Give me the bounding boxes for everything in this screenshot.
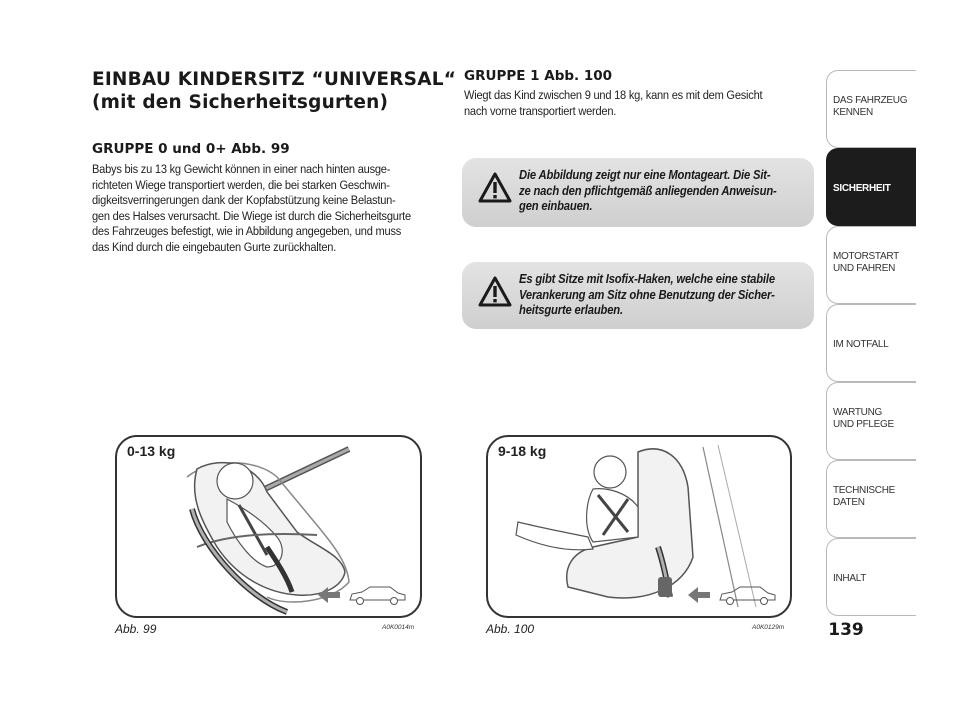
figure-code: A0K0014m [382,624,415,631]
warning-line: Die Abbildung zeigt nur eine Montageart. Die Sit- [519,168,771,182]
tab-technische-daten[interactable] [826,460,916,538]
tab-motorstart-und-fahren[interactable] [826,226,916,304]
warning-line: heitsgurte erlauben. [519,303,623,317]
figure-code: A0K0129m [752,624,785,631]
figure-caption: Abb. 100 [486,622,535,636]
car-forward-arrow-icon [316,582,408,608]
tab-sicherheit[interactable] [826,148,916,226]
warning-text [519,168,807,215]
figure-caption: Abb. 99 [115,622,157,636]
body-line: gen des Halses verursacht. Die Wiege ist durch die Sicherheitsgurte [92,208,411,223]
body-line: Wiegt das Kind zwischen 9 und 18 kg, kann es mit dem Gesicht [464,88,763,102]
body-line: des Fahrzeuges befestigt, wie in Abbildung angegeben, und muss [92,224,402,239]
tab-label: SICHERHEIT [833,183,891,194]
tab-label: WARTUNG UND PFLEGE [833,407,894,430]
warning-box-isofix [462,262,814,329]
body-line: Babys bis zu 13 kg Gewicht können in einer nach hinten ausge- [92,162,391,176]
warning-triangle-icon [478,172,512,203]
body-line: digkeitsverringerungen dank der Kopfabstützung keine Belastun- [92,193,396,208]
body-line: das Kind durch die eingebauten Gurte zurückhalten. [92,239,337,254]
body-line: richteten Wiege transportiert werden, die bei starken Geschwin- [92,177,390,192]
tab-label: MOTORSTART UND FAHREN [833,251,899,274]
warning-line: Es gibt Sitze mit Isofix-Haken, welche eine stabile [519,272,775,286]
body-paragraph-group-1 [464,88,815,119]
tab-wartung-und-pflege[interactable] [826,382,916,460]
page-number: 139 [828,620,864,640]
figure-infant-seat [115,435,422,618]
warning-box-mounting [462,158,814,227]
figure-weight-label: 0-13 kg [127,443,176,459]
tab-das-fahrzeug-kennen[interactable] [826,70,916,148]
figure-weight-label: 9-18 kg [498,443,547,459]
body-paragraph-group-0 [92,162,448,256]
warning-line: ze nach den pflichtgemäß anliegenden Anweisun- [519,183,777,198]
page-title [92,68,457,114]
title-line-1: EINBAU KINDERSITZ “UNIVERSAL“ [92,69,457,90]
tab-label: DAS FAHRZEUG KENNEN [833,95,908,118]
section-heading-group-1: GRUPPE 1 Abb. 100 [464,68,613,84]
warning-line: Verankerung am Sitz ohne Benutzung der Sicher- [519,287,775,302]
section-heading-group-0: GRUPPE 0 und 0+ Abb. 99 [92,141,290,157]
tab-inhalt[interactable] [826,538,916,616]
tab-label: IM NOTFALL [833,339,889,350]
warning-line: gen einbauen. [519,199,593,213]
car-forward-arrow-icon [686,582,778,608]
body-line: nach vorne transportiert werden. [464,103,617,118]
title-line-2: (mit den Sicherheitsgurten) [92,92,389,113]
warning-triangle-icon [478,276,512,307]
warning-text [519,272,807,319]
tab-label: INHALT [833,573,867,584]
tab-label: TECHNISCHE DATEN [833,485,896,508]
tab-im-notfall[interactable] [826,304,916,382]
figure-child-seat [486,435,792,618]
